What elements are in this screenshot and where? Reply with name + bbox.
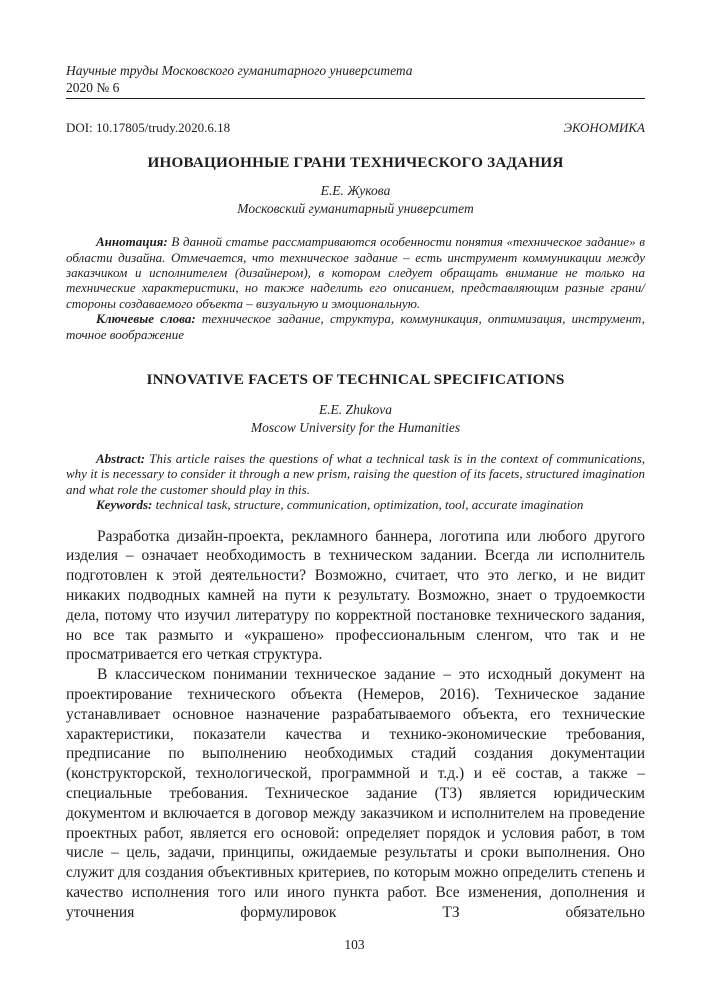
keywords-paragraph-ru (66, 311, 645, 342)
abstract-paragraph-ru (66, 234, 645, 311)
abstract-block-ru (66, 234, 645, 342)
article-title-en: INNOVATIVE FACETS OF TECHNICAL SPECIFICATIONS (146, 371, 565, 389)
keywords-text-ru: техническое задание, структура, коммуникация, оптимизация, инструмент, точное воображение (66, 311, 645, 342)
doi-text: DOI: 10.17805/trudy.2020.6.18 (66, 120, 231, 135)
authors-ru (66, 182, 645, 217)
article-title-ru: ИНОВАЦИОННЫЕ ГРАНИ ТЕХНИЧЕСКОГО ЗАДАНИЯ (147, 154, 564, 171)
abstract-block-en (66, 451, 645, 513)
body-paragraph-2: В классическом понимании техническое задание – это исходный документ на проектирование технического объекта (Немеров, 2016). Техническое задание устанавливает основное назначение разрабатываемого объекта, его технические характеристики, показатели качества и технико-экономические требования, предписание по выполнению необходимых стадий создания документации (конструкторской, технологической, программной и т.д.) и её состав, а также – специальные требования. Техническое задание (ТЗ) является юридическим документом и включается в договор между заказчиком и исполнителем на проведение проектных работ, является его основой: определяет порядок и условия работ, в том числе – цель, задачи, принципы, ожидаемые результаты и сроки выполнения. Оно служит для создания объективных критериев, по которым можно определить степень и качество исполнения того или иного пункта работ. Все изменения, дополнения и уточнения формулировок ТЗ обязательно (66, 666, 645, 921)
author-name-ru: Е.Е. Жукова (320, 183, 391, 199)
abstract-paragraph-en (66, 451, 645, 497)
journal-name: Научные труды Московского гуманитарного университета (66, 63, 413, 78)
keywords-label-en: Keywords: (96, 497, 153, 513)
keywords-paragraph-en (66, 497, 645, 512)
abstract-text-ru: В данной статье рассматриваются особенности понятия «техническое задание» в области дизайна. Отмечается, что техническое задание – есть инструмент коммуникации между заказчиком и исполнителем (дизайнером), в котором следует обращать внимание не только на технические характеристики, но также наделить его описанием, представляющим разные грани/стороны создаваемого объекта – визуальную и эмоциональную. (66, 234, 645, 311)
affiliation-ru: Московский гуманитарный университет (237, 200, 474, 216)
abstract-text-en: This article raises the questions of what a technical task is in the context of communications, why it is necessary to consider it through a new prism, raising the question of its facets, structured imagination and what role the customer should play in this. (66, 451, 645, 497)
keywords-label-ru: Ключевые слова: (96, 311, 196, 327)
authors-en (66, 401, 645, 436)
journal-running-head (66, 0, 645, 99)
affiliation-en: Moscow University for the Humanities (250, 419, 461, 435)
page-content (66, 0, 645, 923)
journal-issue: 2020 № 6 (66, 80, 120, 95)
body-paragraph-1: Разработка дизайн-проекта, рекламного баннера, логотипа или любого другого изделия – означает необходимость в техническом задании. Всегда ли исполнитель подготовлен к этой деятельности? Возможно, считает, что это легко, и не видит никаких подводных камней на пути к результату. Возможно, знает о трудоемкости дела, потому что изучил литературу по корректной постановке технического задания, но все так размыто и «украшено» профессиональным сленгом, что так и не просматривается его четкая структура. (66, 527, 645, 664)
page-number: 103 (344, 937, 365, 952)
abstract-label-ru: Аннотация: (96, 234, 168, 250)
section-label: ЭКОНОМИКА (563, 120, 645, 135)
article-body (66, 527, 645, 923)
keywords-text-en: technical task, structure, communication, optimization, tool, accurate imagination (152, 497, 584, 513)
doi-row (66, 120, 645, 135)
abstract-label-en: Abstract: (96, 451, 146, 467)
author-name-en: E.E. Zhukova (318, 402, 393, 418)
